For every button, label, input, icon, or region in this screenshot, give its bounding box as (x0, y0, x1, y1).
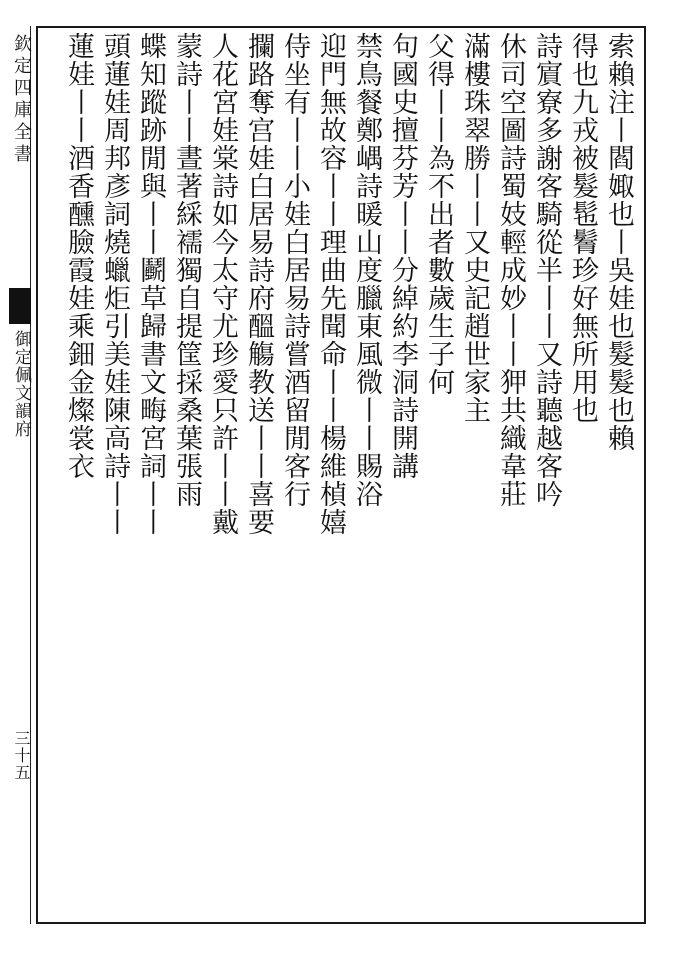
running-header: 欽定四庫全書 (11, 34, 32, 166)
text-column: 禁鳥餐鄭嵎詩暖山度臘東風微丨丨賜浴 (351, 32, 382, 508)
text-column: 父得丨丨為不出者數歲生子何 (423, 32, 454, 396)
text-column: 侍坐有丨丨小娃白居易詩嘗酒留閒客行 (279, 32, 310, 508)
book-title: 御定佩文韻府 (11, 330, 31, 438)
text-column: 詩賔寮多謝客騎從半丨丨又詩聽越客吟 (531, 32, 562, 508)
text-column: 人花宮娃棠詩如今太守尤珍愛只許丨丨戴 (207, 32, 238, 536)
page-number: 三十五 (12, 730, 31, 781)
fish-tail-mark (9, 288, 31, 324)
text-column: 句國史擅芬芳丨丨分綽約李洞詩開講 (387, 32, 418, 480)
text-column: 休司空圖詩蜀妓輕成妙丨丨狎共織韋莊 (495, 32, 526, 508)
text-column: 迎門無故容丨丨理曲先聞命丨丨楊維楨嬉 (315, 32, 346, 536)
text-column: 蓮娃丨丨酒香醺臉霞娃乘鈿金燦裳衣 (63, 32, 94, 480)
text-column: 蒙詩丨丨晝著綵襦獨自提筐採桑葉張雨 (171, 32, 202, 508)
text-column: 蝶知蹤跡閒與丨丨鬬草歸書文畮宮詞丨丨 (135, 32, 166, 536)
text-column: 攔路奪宫娃白居易詩府醞觴教送丨丨喜要 (243, 32, 274, 536)
text-column: 索賴注丨閻娵也丨吳娃也髮髮也賴 (603, 32, 634, 452)
text-column: 頭蓮娃周邦彥詞燒蠟炬引美娃陳高詩丨丨 (99, 32, 130, 536)
text-column: 得也九戎被髮髢鬌珍好無所用也 (567, 32, 598, 424)
text-column: 滿樓珠翠勝丨丨又史記趙世家主 (459, 32, 490, 424)
